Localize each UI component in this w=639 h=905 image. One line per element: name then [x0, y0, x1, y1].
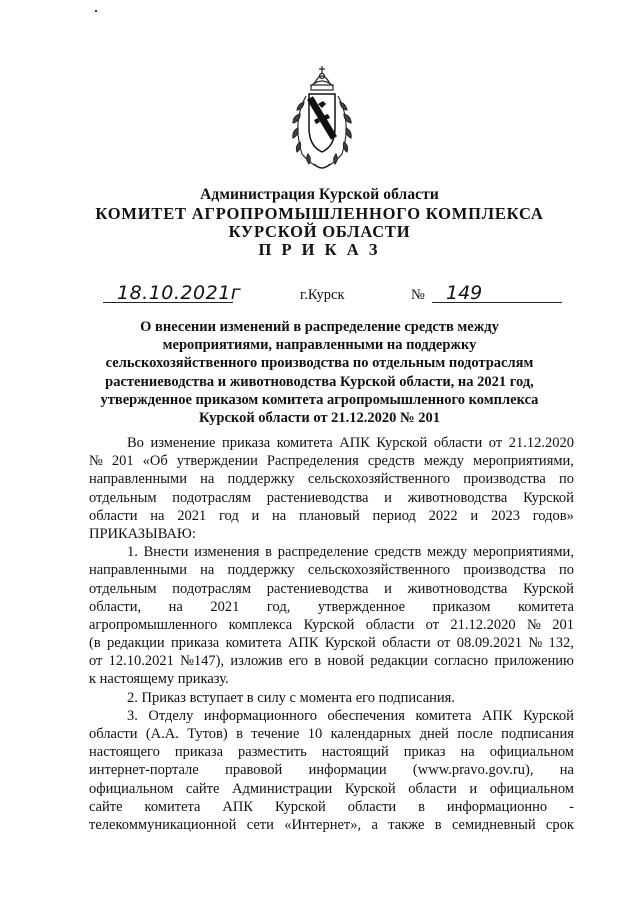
handwritten-number: 149 — [446, 282, 483, 304]
title-line: мероприятиями, направленными на поддержку — [162, 337, 477, 354]
body-line: телекоммуникационной сети «Интернет», а также в семидневный срок — [89, 816, 574, 833]
body-line: к настоящему приказу. — [89, 671, 229, 688]
body-line: области, на 2021 год, утвержденное приказом комитета — [89, 598, 574, 615]
order-body — [89, 434, 574, 834]
body-line: направленными на поддержку сельскохозяйственного производства по — [89, 562, 574, 579]
title-line: растениеводства и животноводства Курской области, на 2021 год, — [105, 373, 534, 390]
body-line: Во изменение приказа комитета АПК Курской области от 21.12.2020 — [127, 435, 574, 451]
body-line: настоящего приказа разместить настоящий приказ на официальном — [89, 744, 574, 761]
title-line: утвержденное приказом комитета агропромышленного комплекса — [100, 391, 539, 408]
body-line: № 201 «Об утверждении Распределения средств между мероприятиями, — [89, 453, 574, 470]
administration-name: Администрация Курской области — [200, 186, 439, 203]
body-line: 2. Приказ вступает в силу с момента его подписания. — [127, 689, 455, 706]
body-line: 1. Внести изменения в распределение средств между мероприятиями, — [127, 544, 574, 561]
handwritten-date: 18.10.2021г — [117, 282, 242, 304]
body-line: (в редакции приказа комитета АПК Курской области от 08.09.2021 № 132, — [89, 635, 574, 652]
body-line: официальном сайте Администрации Курской области и официальном — [89, 780, 574, 797]
body-line: сайте комитета АПК Курской области в информационно - — [89, 798, 574, 815]
city-label: г.Курск — [300, 287, 345, 303]
number-sign: № — [411, 287, 425, 303]
body-line: направленными на поддержку сельскохозяйственного производства по — [89, 471, 574, 488]
committee-name-line1: КОМИТЕТ АГРОПРОМЫШЛЕННОГО КОМПЛЕКСА — [95, 204, 544, 223]
body-line: агропромышленного комплекса Курской области от 21.12.2020 № 201 — [89, 616, 574, 633]
coat-of-arms-emblem — [284, 62, 360, 174]
body-line: отдельным подотраслям растениеводства и животноводства Курской — [89, 580, 574, 597]
title-line: сельскохозяйственного производства по отдельным подотраслям — [105, 355, 534, 372]
body-line: отдельным подотраслям растениеводства и животноводства Курской — [89, 489, 574, 506]
body-line: от 12.10.2021 №147), изложив его в новой редакции согласно приложению — [89, 653, 574, 670]
document-type: П Р И К А З — [258, 240, 381, 259]
body-line: интернет-портале правовой информации (www.pravo.gov.ru), на — [89, 762, 574, 779]
title-line: Курской области от 21.12.2020 № 201 — [199, 410, 440, 427]
body-line: области (А.А. Тутов) в течение 10 календарных дней после подписания — [89, 726, 574, 742]
committee-name-line2: КУРСКОЙ ОБЛАСТИ — [228, 222, 411, 241]
body-line: ПРИКАЗЫВАЮ: — [89, 525, 196, 542]
scan-speck — [95, 10, 97, 12]
body-line: области на 2021 год и на плановый период 2022 и 2023 годов» — [89, 507, 574, 524]
title-line: О внесении изменений в распределение средств между — [140, 319, 499, 335]
number-underline — [432, 302, 562, 303]
date-underline — [103, 302, 233, 303]
order-title — [0, 318, 639, 427]
body-line: 3. Отделу информационного обеспечения комитета АПК Курской — [127, 707, 574, 724]
